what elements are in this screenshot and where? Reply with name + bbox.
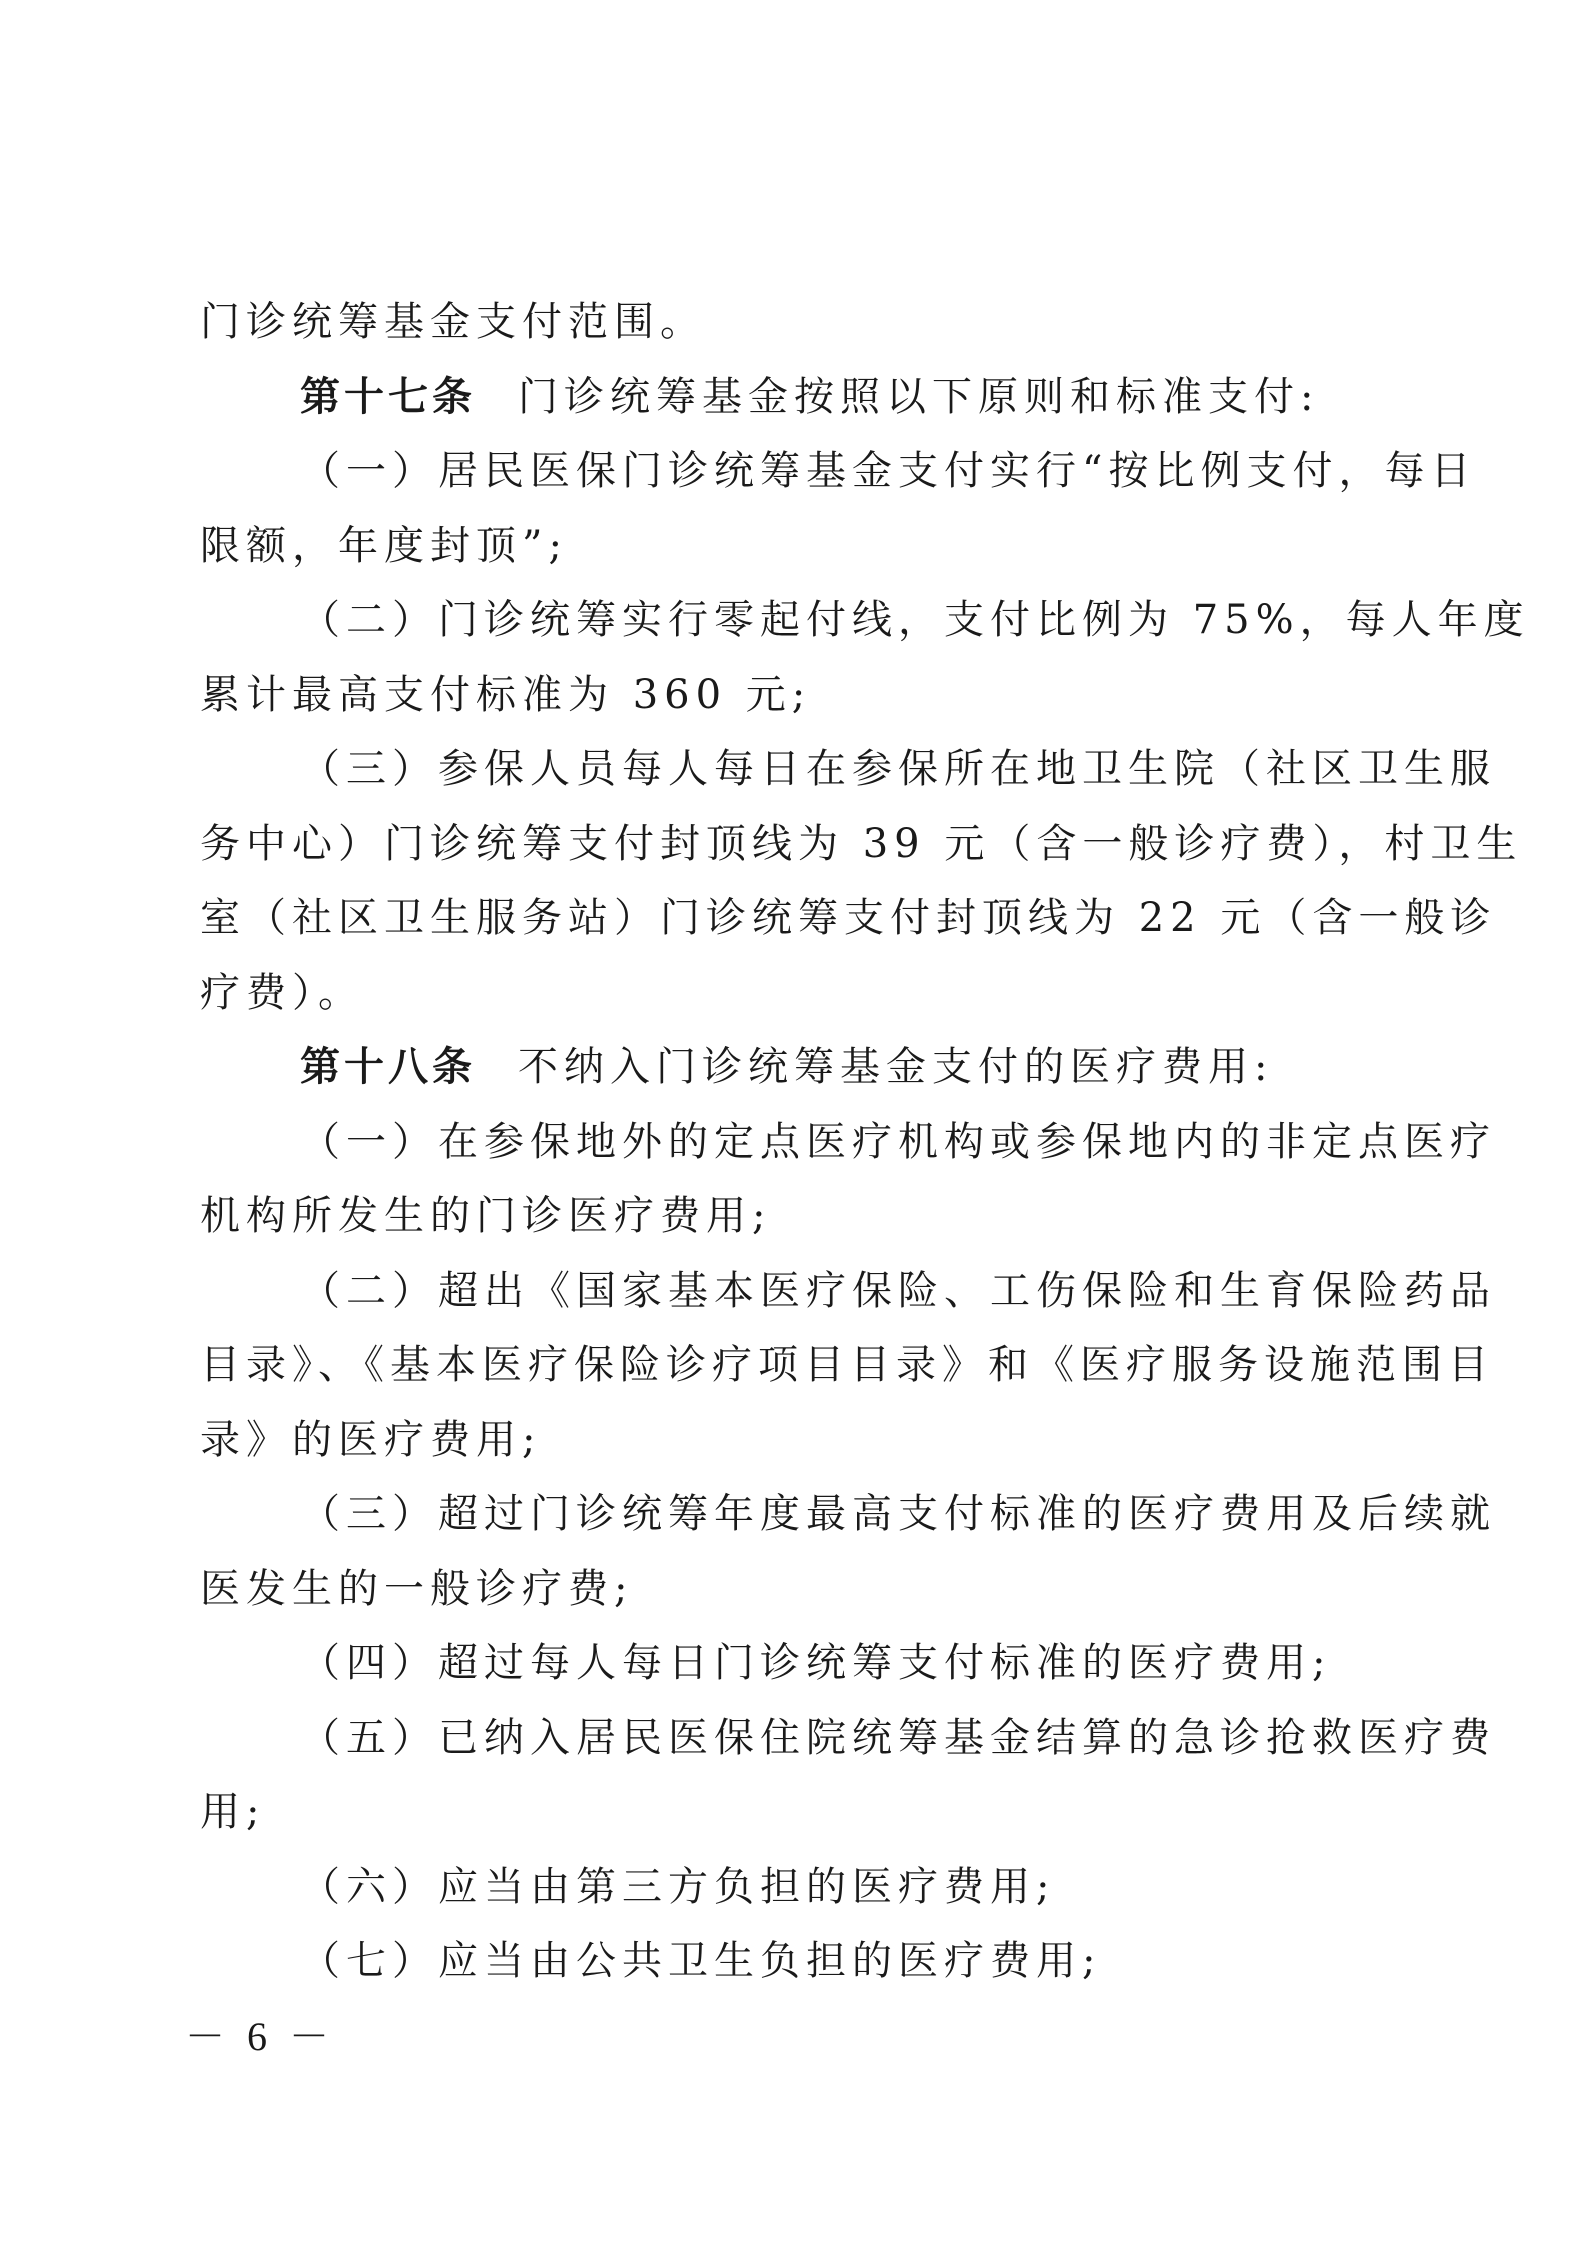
line-text: （一）居民医保门诊统筹基金支付实行“按比例支付，每日 [300,448,1477,494]
line-text: （二）超出《国家基本医疗保险、工伤保险和生育保险药品 [300,1267,1496,1314]
body-text-line [200,520,568,572]
body-text-line [200,967,364,1019]
line-text: 室（社区卫生服务站）门诊统筹支付封顶线为 22 元（含一般诊 [200,895,1497,941]
article-number: 第十八条 [300,1043,476,1090]
line-text: （二）门诊统筹实行零起付线，支付比例为 75%，每人年度 [300,597,1530,643]
body-text-line [300,743,1496,795]
line-text: 机构所发生的门诊医疗费用; [200,1193,772,1239]
body-text-line [300,1265,1496,1317]
body-text-line [200,892,1496,944]
line-text: 疗费）。 [200,969,364,1016]
body-text-line [300,1637,1331,1689]
line-text: 限额，年度封顶”; [200,522,568,569]
body-text-line [300,1488,1496,1540]
body-text-line [300,594,1530,646]
line-text: （四）超过每人每日门诊统筹支付标准的医疗费用; [300,1640,1332,1686]
line-text: （一）在参保地外的定点医疗机构或参保地内的非定点医疗 [300,1118,1496,1165]
line-text: （六）应当由第三方负担的医疗费用; [300,1863,1056,1910]
body-text-line [200,669,811,721]
body-text-line [200,296,706,348]
body-text-line [200,1190,771,1242]
body-text-line [300,445,1476,497]
body-text-line [300,1116,1496,1168]
line-text: 用; [200,1789,266,1835]
line-text: 目录》、《基本医疗保险诊疗项目目录》和《医疗服务设施范围目 [200,1342,1494,1388]
body-text-line [200,1414,541,1466]
article-heading-line [300,371,1319,423]
body-text-line [200,818,1522,870]
line-text: 门诊统筹基金支付范围。 [200,299,706,345]
page-number: － 6 － [185,2014,335,2059]
body-text-line [300,1861,1055,1913]
line-text: 务中心）门诊统筹支付封顶线为 39 元（含一般诊疗费），村卫生 [200,820,1523,867]
body-text-line [300,1712,1496,1764]
line-text: （五）已纳入居民医保住院统筹基金结算的急诊抢救医疗费 [300,1714,1496,1761]
line-text: （七）应当由公共卫生负担的医疗费用; [300,1938,1102,1984]
line-text: 累计最高支付标准为 360 元; [200,671,812,718]
article-text: 门诊统筹基金按照以下原则和标准支付: [518,373,1320,420]
article-text: 不纳入门诊统筹基金支付的医疗费用: [518,1044,1274,1090]
line-text: （三）参保人员每人每日在参保所在地卫生院（社区卫生服 [300,746,1496,792]
article-number: 第十七条 [300,372,476,420]
body-text-line [300,1935,1101,1987]
line-text: （三）超过门诊统筹年度最高支付标准的医疗费用及后续就 [300,1491,1496,1537]
line-text: 医发生的一般诊疗费; [200,1565,634,1612]
line-text: 录》的医疗费用; [200,1416,542,1463]
body-text-line [200,1339,1494,1391]
body-text-line [200,1563,633,1615]
article-heading-line [300,1041,1273,1093]
body-text-line [200,1786,265,1838]
